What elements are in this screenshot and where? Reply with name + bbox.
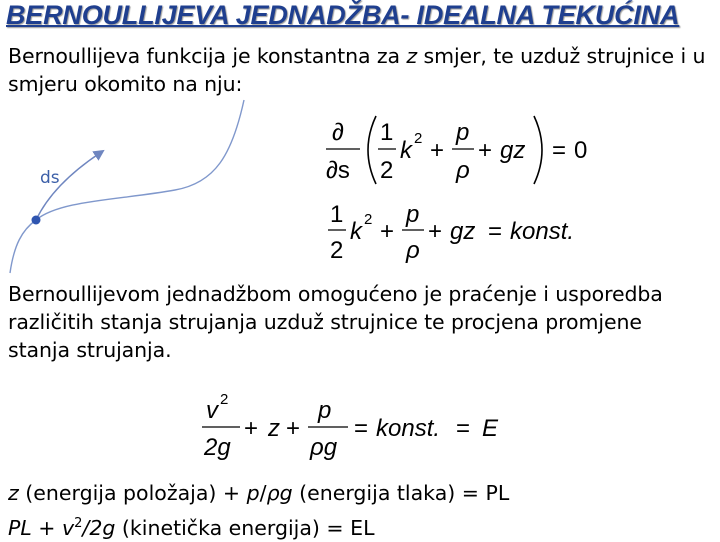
eq2-konst: konst. [510, 218, 575, 245]
eq2-p: p [406, 201, 420, 228]
line1-rho: ρ [266, 481, 280, 505]
eq3-equals: = [354, 415, 369, 442]
line2-sup: 2 [74, 516, 83, 531]
line2-slash2: /2 [82, 515, 103, 540]
eq2-gz: gz [450, 218, 476, 245]
page-title: BERNOULLIJEVA JEDNADŽBA- IDEALNA TEKUĆINA [6, 0, 680, 30]
line1-p: p [246, 481, 260, 505]
intro-text-2: smjer, te uzduž strujnice i u smjeru okomito na nju: [8, 44, 706, 96]
line1-text-1: (energija položaja) + [18, 481, 247, 505]
eq1-left-paren [368, 116, 376, 184]
eq1-k: k [400, 137, 412, 164]
line2-pl: PL + [8, 515, 62, 540]
line1-text-2: (energija tlaka) = PL [292, 481, 510, 505]
eq1-zero: 0 [574, 137, 588, 164]
eq3-den: 2g [204, 434, 231, 461]
eq2-plus2: + [428, 218, 443, 245]
intro-paragraph [8, 42, 708, 98]
eq1-plus1: + [430, 137, 445, 164]
eq2-rho: ρ [406, 237, 420, 264]
eq2-frac-num: 1 [330, 201, 344, 228]
equation-3 [200, 392, 520, 464]
equation-2 [326, 196, 616, 268]
eq3-v: v [206, 397, 218, 424]
eq1-frac-num: 1 [380, 119, 394, 146]
eq1-partial-bottom: ∂s [326, 157, 350, 184]
eq1-gz: gz [500, 137, 526, 164]
line2-g: g [102, 515, 116, 540]
energy-line-1 [8, 479, 509, 507]
line1-slash: / [259, 481, 267, 505]
paragraph-2: Bernoullijevom jednadžbom omogućeno je praćenje i usporedba različitih stanja strujanja uzduž strujnice te procjena promjene stanja strujanja. [8, 282, 663, 362]
eq2-frac-den: 2 [330, 237, 344, 264]
eq2-plus1: + [380, 218, 395, 245]
eq2-equals: = [488, 218, 503, 245]
eq3-rho-g: ρg [310, 434, 338, 461]
line2-text: (kinetička energija) = EL [115, 515, 375, 540]
intro-z: z [406, 44, 418, 68]
line1-g: g [279, 481, 293, 505]
eq3-plus2: + [286, 415, 301, 442]
eq1-right-paren [534, 116, 542, 184]
ds-label: ds [40, 168, 60, 188]
eq1-plus2: + [478, 137, 493, 164]
eq3-p: p [318, 397, 332, 424]
eq1-p: p [456, 119, 470, 146]
eq1-sq: 2 [414, 130, 423, 147]
eq3-z: z [268, 415, 280, 442]
line2-v: v [62, 515, 75, 540]
intro-text-1: Bernoullijeva funkcija je konstantna za [8, 44, 407, 68]
streamline-diagram [0, 95, 260, 295]
eq1-partial-top: ∂ [332, 119, 344, 146]
point-marker [32, 216, 41, 225]
eq2-sq: 2 [364, 211, 373, 228]
eq3-plus1: + [244, 415, 259, 442]
energy-line-2 [8, 510, 375, 542]
eq1-frac-den: 2 [380, 157, 394, 184]
eq3-konst: konst. [376, 415, 441, 442]
equation-1 [320, 112, 600, 188]
eq3-equals2: = [456, 415, 471, 442]
eq2-k: k [350, 218, 362, 245]
eq1-rho: ρ [456, 157, 470, 184]
line1-z: z [8, 481, 19, 505]
eq1-equals: = [552, 137, 567, 164]
eq3-E: E [482, 415, 499, 442]
eq3-sq: 2 [220, 391, 229, 408]
